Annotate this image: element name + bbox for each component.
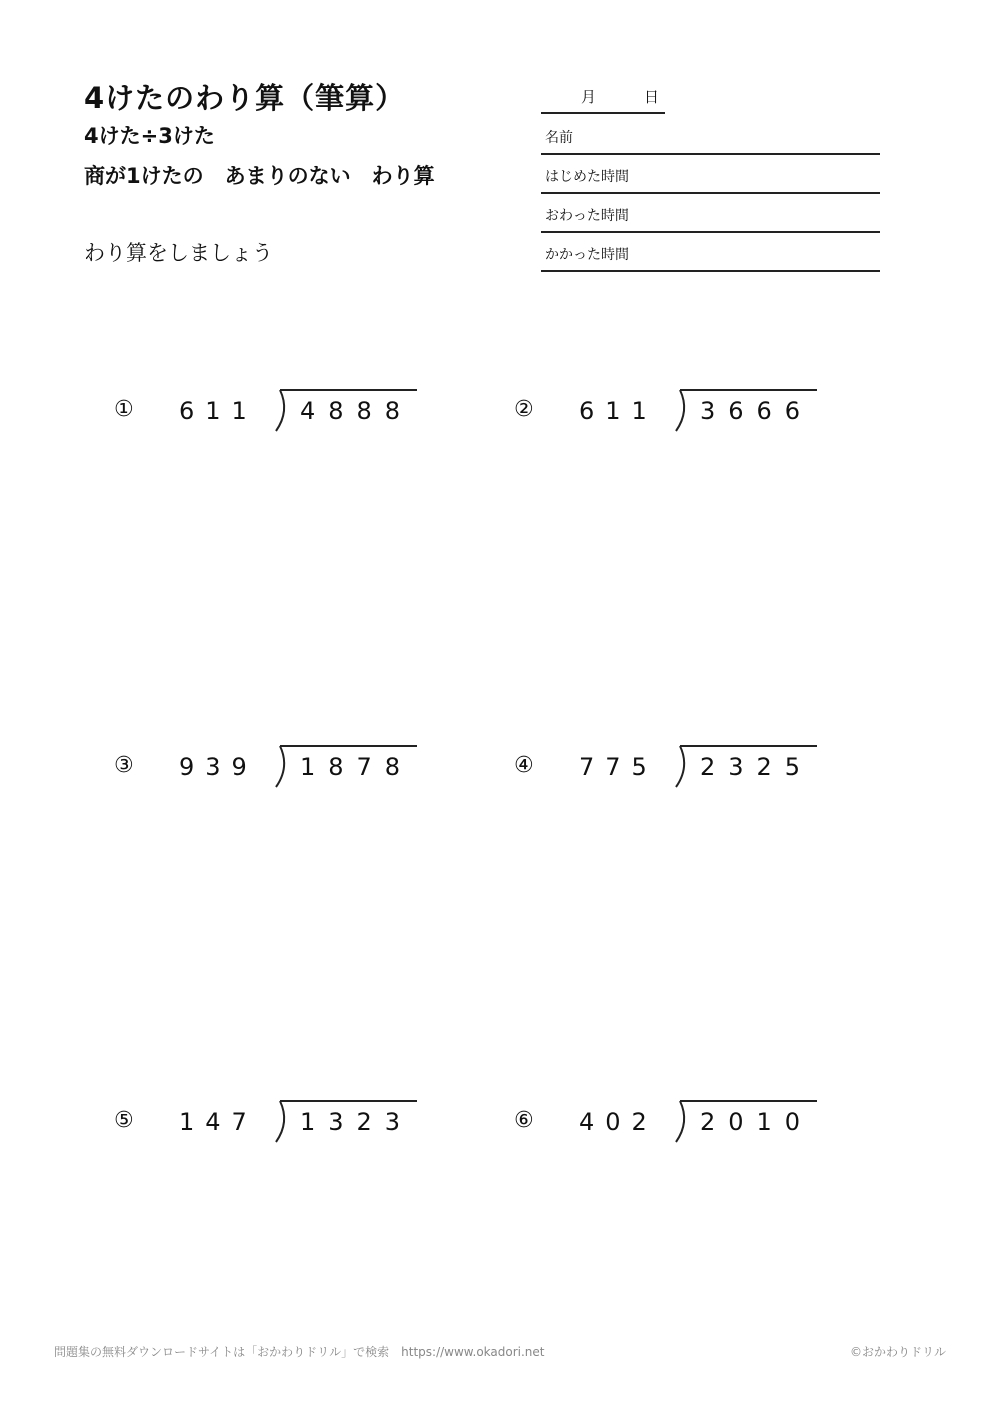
division-bracket — [672, 1100, 692, 1144]
problem-number: ① — [114, 397, 134, 422]
division-bracket — [272, 389, 292, 433]
worksheet-subtitle: 4けた÷3けた — [84, 124, 215, 148]
problem-number: ④ — [514, 753, 534, 778]
division-bar — [680, 1100, 817, 1102]
divisor: 147 — [179, 1108, 258, 1136]
start-time-field[interactable] — [541, 155, 880, 194]
footer-copyright: ©おかわりドリル — [850, 1345, 947, 1359]
duration-label: かかった時間 — [545, 247, 629, 263]
name-field[interactable] — [541, 116, 880, 155]
start-time-label: はじめた時間 — [545, 169, 629, 185]
name-label: 名前 — [545, 130, 573, 146]
division-bracket — [672, 745, 692, 789]
problem-3 — [114, 745, 444, 797]
worksheet-subtitle-detail: 商が1けたの あまりのない わり算 — [84, 164, 435, 188]
divisor: 402 — [579, 1108, 658, 1136]
divisor: 611 — [179, 397, 258, 425]
dividend: 2325 — [700, 753, 814, 781]
division-bar — [680, 745, 817, 747]
footer-download-note: 問題集の無料ダウンロードサイトは「おかわりドリル」で検索 https://www.okadori.net — [54, 1345, 545, 1359]
dividend: 4888 — [300, 397, 414, 425]
problem-5 — [114, 1100, 444, 1152]
division-bracket — [672, 389, 692, 433]
division-bar — [280, 745, 417, 747]
problem-1 — [114, 389, 444, 441]
day-label: 日 — [644, 88, 660, 106]
division-bracket — [272, 1100, 292, 1144]
instruction-text: わり算をしましょう — [84, 241, 273, 265]
division-bar — [280, 1100, 417, 1102]
dividend: 2010 — [700, 1108, 814, 1136]
end-time-field[interactable] — [541, 194, 880, 233]
problem-number: ⑥ — [514, 1108, 534, 1133]
problem-number: ③ — [114, 753, 134, 778]
divisor: 939 — [179, 753, 258, 781]
end-time-label: おわった時間 — [545, 208, 629, 224]
dividend: 1878 — [300, 753, 414, 781]
problem-2 — [514, 389, 844, 441]
dividend: 1323 — [300, 1108, 414, 1136]
division-bar — [680, 389, 817, 391]
divisor: 775 — [579, 753, 658, 781]
problem-number: ② — [514, 397, 534, 422]
problem-6 — [514, 1100, 844, 1152]
date-field[interactable] — [541, 84, 665, 114]
month-label: 月 — [581, 88, 597, 106]
division-bar — [280, 389, 417, 391]
duration-field[interactable] — [541, 233, 880, 272]
problem-4 — [514, 745, 844, 797]
division-bracket — [272, 745, 292, 789]
dividend: 3666 — [700, 397, 814, 425]
divisor: 611 — [579, 397, 658, 425]
worksheet-title: 4けたのわり算（筆算） — [84, 81, 406, 115]
problem-number: ⑤ — [114, 1108, 134, 1133]
